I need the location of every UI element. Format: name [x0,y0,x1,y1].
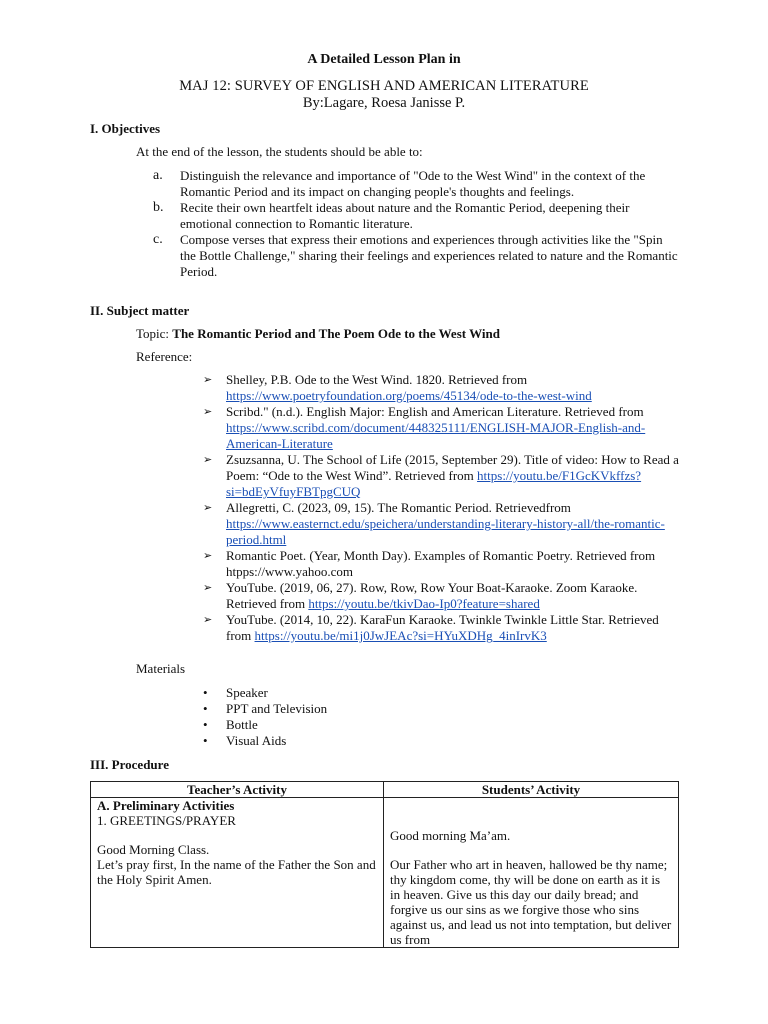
bullet-icon: • [203,701,208,716]
reference-text: Scribd." (n.d.). English Major: English and American Literature. Retrieved from [226,404,644,419]
material-text: Speaker [226,685,268,700]
topic-text: The Romantic Period and The Poem Ode to the West Wind [172,326,500,341]
list-item [203,500,683,548]
author-line: By:Lagare, Roesa Janisse P. [302,95,466,111]
objectives-intro: At the end of the lesson, the students should be able to: [136,144,423,159]
reference-link[interactable]: https://youtu.be/mi1j0JwJEAc?si=HYuXDHg_4inIrvK3 [254,628,547,643]
topic-label: Topic: [136,326,173,341]
student-greeting: Good morning Ma’am. [390,828,511,843]
reference-link[interactable]: https://youtu.be/tkivDao-Ip0?feature=shared [308,596,540,611]
arrow-bullet-icon: ➢ [203,550,213,562]
reference-list [203,372,683,644]
list-item [203,404,683,452]
step-label: 1. GREETINGS/PRAYER [97,813,236,828]
reference-text: YouTube. (2014, 10, 22). KaraFun Karaoke. Twinkle Twinkle Little Star. Retrieved from [226,612,659,643]
arrow-bullet-icon: ➢ [203,454,213,466]
procedure-table [90,781,679,948]
course-title: MAJ 12: SURVEY OF ENGLISH AND AMERICAN LITERATURE [179,78,589,94]
list-marker: b. [153,200,164,215]
teacher-prayer: Let’s pray first, In the name of the Father the Son and the Holy Spirit Amen. [97,857,376,887]
reference-link[interactable]: https://www.scribd.com/document/448325111/ENGLISH-MAJOR-English-and-American-Literature [226,420,646,451]
table-header-row [91,782,679,798]
bullet-icon: • [203,717,208,732]
material-text: PPT and Television [226,701,328,716]
student-prayer: Our Father who art in heaven, hallowed be thy name; thy kingdom come, thy will be done on earth as it is in heaven. Give us this day our daily bread; and forgive us our sins as we forgive those who sins against us, and lead us not into temptation, but deliver us from [390,857,672,947]
objective-text: Recite their own heartfelt ideas about nature and the Romantic Period, deepening their emotional connection to Romantic literature. [180,200,630,231]
list-item [203,612,683,644]
reference-label: Reference: [136,349,193,364]
list-item [203,701,327,717]
materials-list [203,685,327,749]
list-item [203,580,683,612]
objective-text: Compose verses that express their emotions and experiences through activities like the "Spin the Bottle Challenge," sharing their feelings and experiences related to nature and the Romantic Period. [180,232,678,279]
materials-label: Materials [136,661,186,676]
list-item [203,717,327,733]
bullet-icon: • [203,685,208,700]
column-header-teacher: Teacher’s Activity [91,782,384,798]
reference-link[interactable]: https://www.poetryfoundation.org/poems/45134/ode-to-the-west-wind [226,388,592,403]
list-item [153,168,678,200]
list-marker: c. [153,232,163,247]
arrow-bullet-icon: ➢ [203,582,213,594]
list-item [203,548,683,580]
reference-link[interactable]: https://youtu.be/F1GcKVkffzs?si=bdEyVfuyFBTpgCUQ [226,468,642,499]
objective-text: Distinguish the relevance and importance of "Ode to the West Wind" in the context of the Romantic Period and its impact on changing people's thoughts and feelings. [180,168,646,199]
arrow-bullet-icon: ➢ [203,614,213,626]
arrow-bullet-icon: ➢ [203,502,213,514]
student-cell [384,798,679,948]
document-title: A Detailed Lesson Plan in [307,52,461,67]
teacher-cell [91,798,384,948]
list-item [153,232,678,280]
column-header-students: Students’ Activity [384,782,679,798]
reference-text: YouTube. (2019, 06, 27). Row, Row, Row Your Boat-Karaoke. Zoom Karaoke. Retrieved from [226,580,638,611]
teacher-greeting: Good Morning Class. [97,842,210,857]
subject-heading: II. Subject matter [90,303,190,318]
list-item [203,452,683,500]
reference-text: Romantic Poet. (Year, Month Day). Examples of Romantic Poetry. Retrieved from htpps://www.yahoo.com [226,548,656,579]
reference-text: Shelley, P.B. Ode to the West Wind. 1820. Retrieved from [226,372,528,387]
objectives-list [153,168,678,280]
section-a-label: A. Preliminary Activities [97,798,235,813]
list-item [203,372,683,404]
objectives-heading: I. Objectives [90,121,161,136]
list-item [203,685,327,701]
list-item [153,200,678,232]
bullet-icon: • [203,733,208,748]
table-row [91,798,679,948]
reference-link[interactable]: https://www.easternct.edu/speichera/understanding-literary-history-all/the-romantic-period.html [226,516,665,547]
reference-text: Allegretti, C. (2023, 09, 15). The Romantic Period. Retrievedfrom [226,500,571,515]
topic-line [136,326,500,342]
material-text: Visual Aids [226,733,287,748]
arrow-bullet-icon: ➢ [203,374,213,386]
reference-text: Zsuzsanna, U. The School of Life (2015, September 29). Title of video: How to Read a Poem: “Ode to the West Wind”. Retrieved from [226,452,679,483]
list-marker: a. [153,168,163,183]
procedure-heading: III. Procedure [90,757,169,772]
arrow-bullet-icon: ➢ [203,406,213,418]
material-text: Bottle [226,717,258,732]
list-item [203,733,327,749]
